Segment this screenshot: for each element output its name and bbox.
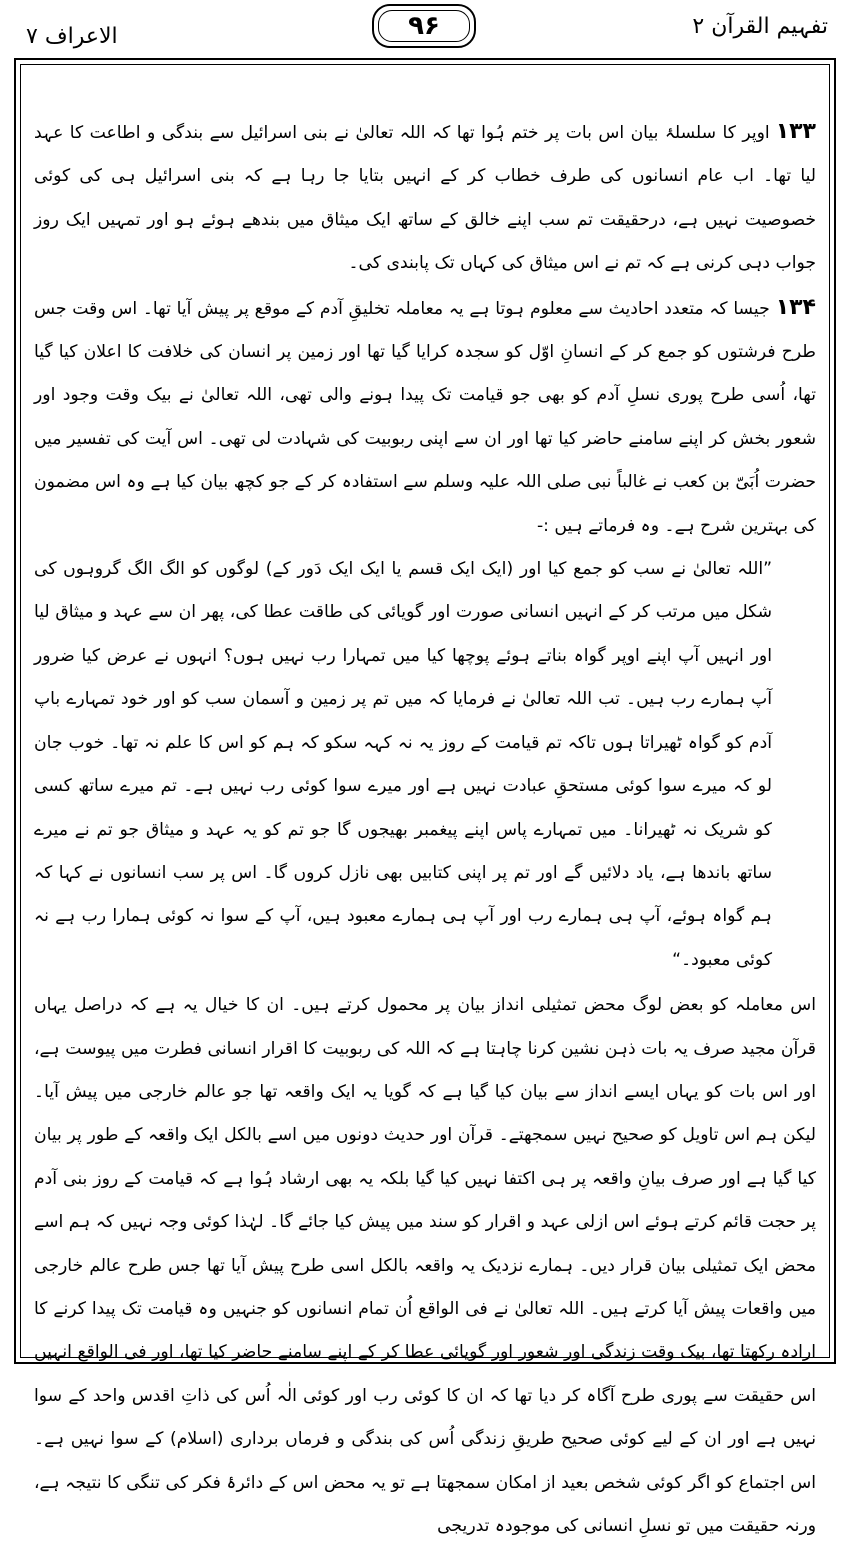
- page-number: ۹۶: [372, 4, 476, 48]
- book-title: تفہیم القرآن ۲: [692, 14, 828, 39]
- commentary-paragraph: اس معاملہ کو بعض لوگ محض تمثیلی انداز بیان پر محمول کرتے ہیں۔ ان کا خیال یہ ہے کہ دراصل یہاں قرآن مجید صرف یہ بات ذہن نشین کرنا چاہتا ہے کہ اللہ کی ربوبیت کا اقرار انسانی فطرت میں پیوست ہے، اور اس بات کو یہاں ایسے انداز سے بیان کیا گیا ہے کہ گویا یہ ایک واقعہ تھا جو عالم خارجی میں پیش آیا۔ لیکن ہم اس تاویل کو صحیح نہیں سمجھتے۔ قرآن اور حدیث دونوں میں اسے بالکل ایک واقعہ کے طور پر بیان کیا گیا ہے اور صرف بیانِ واقعہ پر ہی اکتفا نہیں کیا گیا بلکہ یہ بھی ارشاد ہُوا ہے کہ قیامت کے روز بنی آدم پر حجت قائم کرتے ہوئے اس ازلی عہد و اقرار کو سند میں پیش کیا جائے گا۔ لہٰذا کوئی وجہ نہیں کہ ہم اسے محض ایک تمثیلی بیان قرار دیں۔ ہمارے نزدیک یہ واقعہ بالکل اسی طرح پیش آیا تھا جس طرح عالم خارجی میں واقعات پیش آیا کرتے ہیں۔ اللہ تعالیٰ نے فی الواقع اُن تمام انسانوں کو جنہیں وہ قیامت تک پیدا کرنے کا ارادہ رکھتا تھا، بیک وقت زندگی اور شعور اور گویائی عطا کر کے اپنے سامنے حاضر کیا تھا، اور فی الواقع انہیں اس حقیقت سے پوری طرح آگاہ کر دیا تھا کہ ان کا کوئی رب اور کوئی الٰہ اُس کی ذاتِ اقدس واحد کے سوا نہیں ہے اور ان کے لیے کوئی صحیح طریقِ زندگی اُس کی بندگی و فرماں برداری (اسلام) کے سوا نہیں ہے۔ اس اجتماع کو اگر کوئی شخص بعید از امکان سمجھتا ہے تو یہ محض اس کے دائرۂ فکر کی تنگی کا نتیجہ ہے، ورنہ حقیقت میں تو نسلِ انسانی کی موجودہ تدریجی: [34, 995, 816, 1536]
- note-text: اوپر کا سلسلۂ بیان اس بات پر ختم ہُوا تھا کہ اللہ تعالیٰ نے بنی اسرائیل سے بندگی و اطاعت کا عہد لیا تھا۔ اب عام انسانوں کی طرف خطاب کر کے انہیں بتایا جا رہا ہے کہ بنی اسرائیل ہی کی کوئی خصوصیت نہیں ہے، درحقیقت تم سب اپنے خالق کے ساتھ ایک میثاق میں بندھے ہوئے ہو اور تمہیں ایک روز جواب دہی کرنی ہے کہ تم نے اس میثاق کی کہاں تک پابندی کی۔: [34, 123, 816, 274]
- page-header: [0, 0, 856, 56]
- surah-name: الاعراف ۷: [26, 24, 118, 49]
- hadith-quote: ”اللہ تعالیٰ نے سب کو جمع کیا اور (ایک ایک قسم یا ایک ایک دَور کے) لوگوں کو الگ الگ گروہوں کی شکل میں مرتب کر کے انہیں انسانی صورت اور گویائی کی طاقت عطا کی، پھر ان سے عہد و میثاق لیا اور انہیں آپ اپنے اوپر گواہ بناتے ہوئے پوچھا کیا میں تمہارا رب نہیں ہوں؟ انہوں نے عرض کیا ضرور آپ ہمارے رب ہیں۔ تب اللہ تعالیٰ نے فرمایا کہ میں تم پر زمین و آسمان سب کو اور خود تمہارے باپ آدم کو گواہ ٹھیراتا ہوں تاکہ تم قیامت کے روز یہ نہ کہہ سکو کہ ہم کو اس کا علم نہ تھا۔ خوب جان لو کہ میرے سوا کوئی مستحقِ عبادت نہیں ہے اور میرے سوا کوئی رب نہیں ہے۔ تم میرے ساتھ کسی کو شریک نہ ٹھیرانا۔ میں تمہارے پاس اپنے پیغمبر بھیجوں گا جو تم کو یہ عہد و میثاق جو تم نے میرے ساتھ باندھا ہے، یاد دلائیں گے اور تم پر اپنی کتابیں بھی نازل کروں گا۔ اس پر سب انسانوں نے کہا کہ ہم گواہ ہوئے، آپ ہی ہمارے رب اور آپ ہی ہمارے معبود ہیں، آپ کے سوا نہ کوئی ہمارا رب ہے نہ کوئی معبود۔“: [34, 559, 772, 970]
- note-134: [34, 286, 816, 548]
- note-text: جیسا کہ متعدد احادیث سے معلوم ہوتا ہے یہ معاملہ تخلیقِ آدم کے موقع پر پیش آیا تھا۔ اس وقت جس طرح فرشتوں کو جمع کر کے انسانِ اوّل کو سجدہ کرایا گیا تھا اور زمین پر انسان کی خلافت کا اعلان کیا گیا تھا، اُسی طرح پوری نسلِ آدم کو بھی جو قیامت تک پیدا ہونے والی تھی، اللہ تعالیٰ نے بیک وقت وجود اور شعور بخش کر اپنے سامنے حاضر کیا تھا اور ان سے اپنی ربوبیت کی شہادت لی تھی۔ اس آیت کی تفسیر میں حضرت اُبَیّ بن کعب نے غالباً نبی صلی اللہ علیہ وسلم سے استفادہ کر کے جو کچھ بیان کیا ہے وہ اس مضمون کی بہترین شرح ہے۔ وہ فرماتے ہیں :-: [34, 298, 816, 536]
- note-133: [34, 110, 816, 286]
- note-number: ۱۳۳: [775, 119, 816, 144]
- note-number: ۱۳۴: [775, 294, 816, 320]
- commentary-body: [34, 110, 816, 1548]
